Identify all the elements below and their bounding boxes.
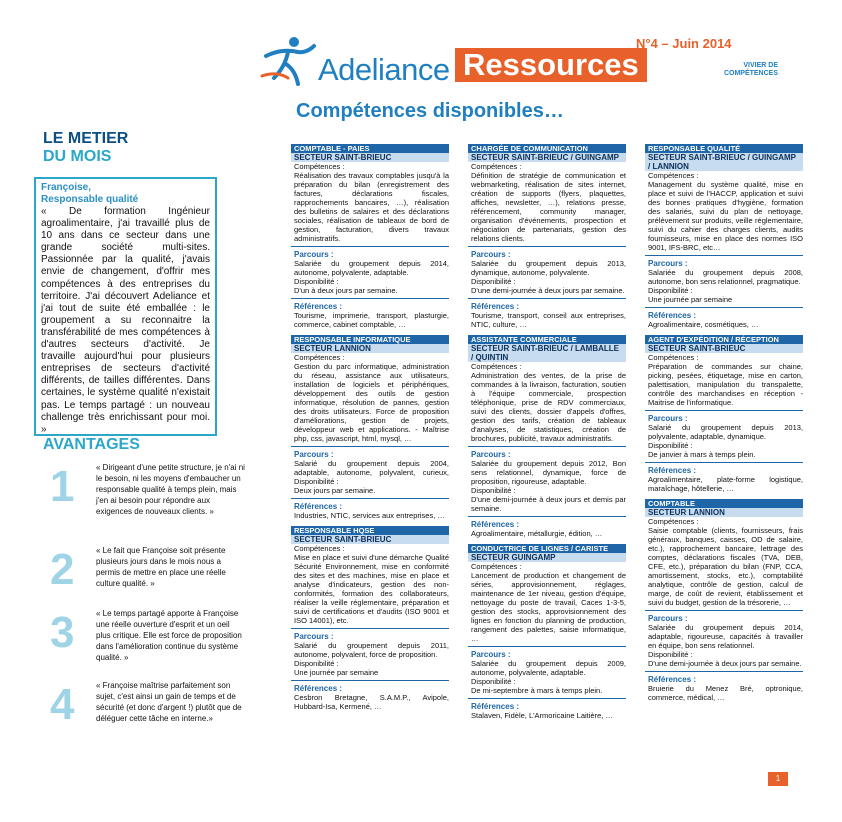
- divider: [291, 446, 449, 447]
- divider: [645, 610, 803, 611]
- page-header: [0, 0, 842, 100]
- job-offer: [468, 544, 626, 720]
- offer-parcours: Salarié du groupement depuis 2013, polyvalente, adaptable, dynamique.: [648, 423, 803, 441]
- offer-competences: Définition de stratégie de communication et webmarketing, réalisation de sites internet, création de supports (flyers, plaquettes, affiches, newsletter, …), relations presse, référencement, community manager, organisation d'événements, prospection et négociation de partenariats, gestion des relations clients.: [471, 171, 626, 243]
- issue-label: N°4 – Juin 2014: [636, 36, 732, 51]
- avantage-number: 4: [50, 680, 75, 729]
- offer-title: CONDUCTRICE DE LIGNES / CARISTE: [468, 544, 626, 553]
- parcours-label: Parcours :: [648, 259, 688, 268]
- competences-label: Compétences :: [471, 162, 522, 171]
- offer-competences: Lancement de production et changement de séries, approvisionnement, réglages, maintenance de 1er niveau, gestion d'équipe, nettoyage du poste de travail, Caces 1-3-5, gestion des stocks, approvisionnement des lignes en fonction du planning de production, rangement des palettes, saisie informatique, …: [471, 571, 626, 643]
- offer-competences: Management du système qualité, mise en place et suivi de l'HACCP, application et suivi des bonnes pratiques d'hygiène, formation des salariés, suivi du plan de nettoyage, prélèvement sur produits, veille réglementaire, suivi du cahier des charges clients, audits fournisseurs, mise en place des normes ISO 9001, IFS-BRC, etc…: [648, 180, 803, 252]
- offer-references: Bruierie du Menez Bré, optronique, commerce, médical, …: [648, 684, 803, 702]
- disponibilite-label: Disponibilité :: [648, 286, 693, 295]
- offer-disponibilite: D'un à deux jours par semaine.: [294, 286, 398, 295]
- divider: [468, 698, 626, 699]
- parcours-label: Parcours :: [294, 450, 334, 459]
- offer-disponibilite: D'une demi-journée à deux jours par semaine.: [471, 286, 625, 295]
- parcours-label: Parcours :: [471, 650, 511, 659]
- metier-title-line1: LE METIER: [43, 130, 129, 147]
- divider: [468, 516, 626, 517]
- references-label: Références :: [648, 466, 697, 475]
- divider: [468, 298, 626, 299]
- brand-name: Adeliance: [318, 52, 450, 87]
- divider: [291, 246, 449, 247]
- disponibilite-label: Disponibilité :: [471, 277, 516, 286]
- competences-label: Compétences :: [648, 171, 699, 180]
- offer-disponibilite: Deux jours par semaine.: [294, 486, 376, 495]
- divider: [468, 446, 626, 447]
- job-offer: [468, 144, 626, 329]
- testimonial-name: Françoise,: [41, 182, 92, 193]
- avantage-number: 3: [50, 608, 75, 657]
- offer-location: SECTEUR GUINGAMP: [468, 553, 626, 562]
- references-label: Références :: [648, 311, 697, 320]
- offer-references: Agroalimentaire, plate-forme logistique, maraîchage, hôtellerie, …: [648, 475, 803, 493]
- job-offer: [291, 526, 449, 711]
- parcours-label: Parcours :: [294, 250, 334, 259]
- offer-parcours: Salariée du groupement depuis 2013, dynamique, autonome, polyvalente.: [471, 259, 626, 277]
- offer-parcours: Salariée du groupement depuis 2014, adaptable, rigoureuse, capacités à travailler en équipe, bon sens relationnel.: [648, 623, 803, 650]
- divider: [645, 307, 803, 308]
- offer-references: Agroalimentaire, métallurgie, édition, …: [471, 529, 603, 538]
- parcours-label: Parcours :: [471, 450, 511, 459]
- offer-location: SECTEUR SAINT-BRIEUC: [291, 153, 449, 162]
- job-offer: [468, 335, 626, 538]
- offer-title: ASSISTANTE COMMERCIALE: [468, 335, 626, 344]
- divider: [645, 410, 803, 411]
- divider: [645, 255, 803, 256]
- offers-column-3: [645, 144, 803, 708]
- offer-parcours: Salariée du groupement depuis 2014, autonome, polyvalente, adaptable.: [294, 259, 449, 277]
- offer-title: RESPONSABLE INFORMATIQUE: [291, 335, 449, 344]
- avantage-text: « Dirigeant d'une petite structure, je n'ai ni le besoin, ni les moyens d'embaucher un responsable qualité à temps plein, mais j'en ai besoin pour répondre aux exigences de nouveaux clients. »: [96, 463, 245, 516]
- offer-references: Tourisme, imprimerie, transport, plasturgie, commerce, cabinet comptable, …: [294, 311, 449, 329]
- offer-title: RESPONSABLE QUALITÉ: [645, 144, 803, 153]
- divider: [645, 671, 803, 672]
- disponibilite-label: Disponibilité :: [471, 486, 516, 495]
- offer-disponibilite: D'une demi-journée à deux jours par semaine.: [648, 659, 802, 668]
- testimonial-role: Responsable qualité: [41, 194, 139, 205]
- offer-title: RESPONSABLE HQSE: [291, 526, 449, 535]
- disponibilite-label: Disponibilité :: [294, 277, 339, 286]
- competences-label: Compétences :: [294, 544, 345, 553]
- avantages-title: AVANTAGES: [43, 436, 140, 453]
- references-label: Références :: [294, 302, 343, 311]
- offer-title: COMPTABLE: [645, 499, 803, 508]
- offer-disponibilite: De janvier à mars à temps plein.: [648, 450, 756, 459]
- offer-location: SECTEUR SAINT-BRIEUC / LAMBALLE / QUINTIN: [468, 344, 626, 362]
- parcours-label: Parcours :: [294, 632, 334, 641]
- avantage-text: « Le temps partagé apporte à Françoise une réelle ouverture d'esprit et un oeil plus critique. Elle est force de proposition dans l'amélioration continue du système qualité. »: [96, 609, 242, 662]
- avantage-number: 2: [50, 545, 75, 594]
- offer-references: Agroalimentaire, cosmétiques, …: [648, 320, 759, 329]
- runner-logo-icon: [258, 34, 318, 90]
- references-label: Références :: [294, 684, 343, 693]
- offer-disponibilite: D'une demi-journée à deux jours et demis par semaine.: [471, 495, 626, 513]
- offer-references: Stalaven, Fidèle, L'Armoricaine Laitière, …: [471, 711, 613, 720]
- references-label: Références :: [471, 302, 520, 311]
- references-label: Références :: [471, 702, 520, 711]
- offer-title: CHARGÉE DE COMMUNICATION: [468, 144, 626, 153]
- brand-suffix: Ressources: [455, 48, 647, 82]
- job-offer: [645, 335, 803, 493]
- testimonial-quote: « De formation Ingénieur agroalimentaire, j'ai travaillé plus de 10 ans dans ce secteur dans une grande société multi-sites. Passionnée par la qualité, j'avais envie de changement, d'offrir mes compétences à des entreprises du territoire. J'ai découvert Adeliance et j'ai tout de suite été emballée : le groupement a su reconnaitre la transférabilité de mes compétences à d'autres secteurs d'activité. Je travaille aujourd'hui pour plusieurs entreprises de secteurs d'activité différents, de tailles différentes. Dans certaines, le système qualité n'existait pas. Le temps partagé : un nouveau challenge très enrichissant pour moi. »: [41, 206, 210, 435]
- offer-parcours: Salarié du groupement depuis 2011, autonome, polyvalent, force de proposition.: [294, 641, 449, 659]
- offer-disponibilite: Une journée par semaine: [294, 668, 379, 677]
- references-label: Références :: [471, 520, 520, 529]
- references-label: Références :: [648, 675, 697, 684]
- offer-location: SECTEUR LANNION: [645, 508, 803, 517]
- offer-location: SECTEUR SAINT-BRIEUC: [291, 535, 449, 544]
- offer-competences: Gestion du parc informatique, administration du réseau, assistance aux utilisateurs, installation de logiciels et périphériques, développement des outils de gestion informatique, résolution de pannes, gestion des droits utilisateurs. Force de proposition d'améliorations, gestion de projets, développeur web et applications. - Maîtrise php, css, javascript, html, mysql, …: [294, 362, 449, 443]
- offer-location: SECTEUR SAINT-BRIEUC / GUINGAMP: [468, 153, 626, 162]
- offer-parcours: Salarié du groupement depuis 2004, adaptable, autonome, polyvalent, curieux, Disponibilité :: [294, 459, 449, 486]
- divider: [291, 298, 449, 299]
- divider: [291, 628, 449, 629]
- offer-competences: Saisie comptable (clients, fournisseurs, frais généraux, banques, caisses, OD de salaire, etc.), rapprochement bancaire, lettrage des comptes, déclarations fiscales (TVA, DEB, CFE, etc.), préparation du bilan (FNP, CCA, amortissement, stocks, etc.), comptabilité analytique, contrôle de gestion, calcul de marge, de coût de revient, établissement et suivi du budget, gestion de la trésorerie, …: [648, 526, 803, 607]
- divider: [645, 462, 803, 463]
- competences-label: Compétences :: [471, 562, 522, 571]
- offer-competences: Réalisation des travaux comptables jusqu'à la préparation du bilan (enregistrement des factures, déclarations fiscales, rapprochements bancaires, …), réalisation des bulletins de salaires et des déclarations sociales, réalisation de tableaux de bord de gestion, facturation, divers travaux administratifs.: [294, 171, 449, 243]
- parcours-label: Parcours :: [648, 414, 688, 423]
- offer-parcours: Salariée du groupement depuis 2012, Bon sens relationnel, dynamique, force de proposition, rigoureuse, adaptable.: [471, 459, 626, 486]
- competences-label: Compétences :: [294, 162, 345, 171]
- offer-references: Industries, NTIC, services aux entreprises, …: [294, 511, 445, 520]
- offer-competences: Mise en place et suivi d'une démarche Qualité Sécurité Environnement, mise en conformité des sites et des machines, mise en place et analyse d'indicateurs, gestion des non-conformités, formation des collaborateurs, réaliser la veille réglementaire, préparation et suivi de certifications et d'audits (ISO 9001 et ISO 14001), etc.: [294, 553, 449, 625]
- job-offer: [645, 144, 803, 329]
- offer-competences: Administration des ventes, de la prise de commandes à la livraison, facturation, soutien à l'équipe commerciale, prospection téléphonique, prise de RDV commerciaux, suivi des clients, dossier d'appels d'offres, gestion des tarifs, création de tableaux d'analyses, de statistiques, création de brochures, publicité, travaux administratifs.: [471, 371, 626, 443]
- divider: [468, 246, 626, 247]
- disponibilite-label: Disponibilité :: [294, 659, 339, 668]
- offer-parcours: Salariée du groupement depuis 2009, autonome, polyvalente, adaptable.: [471, 659, 626, 677]
- offer-title: AGENT D'EXPÉDITION / RÉCEPTION: [645, 335, 803, 344]
- offer-location: SECTEUR LANNION: [291, 344, 449, 353]
- competences-label: Compétences :: [648, 353, 699, 362]
- divider: [291, 680, 449, 681]
- offer-competences: Préparation de commandes sur chaine, picking, pesées, étiquetage, mise en carton, palettisation, manipulation du transpalette, contrôle des marchandises en réception - Maitrise de l'informatique.: [648, 362, 803, 407]
- offer-location: SECTEUR SAINT-BRIEUC / GUINGAMP / LANNION: [645, 153, 803, 171]
- offer-location: SECTEUR SAINT-BRIEUC: [645, 344, 803, 353]
- offers-column-2: [468, 144, 626, 726]
- disponibilite-label: Disponibilité :: [471, 677, 516, 686]
- disponibilite-label: Disponibilité :: [648, 650, 693, 659]
- job-offer: [645, 499, 803, 702]
- competences-label: Compétences :: [648, 517, 699, 526]
- avantage-text: « Françoise maîtrise parfaitement son sujet, c'est ainsi un gain de temps et de sécurité (et donc d'argent !) plutôt que de déléguer cette tâche en interne.»: [96, 681, 242, 723]
- offer-references: Cesbron Bretagne, S.A.M.P., Avipole, Hubbard-Isa, Kermené, …: [294, 693, 449, 711]
- offer-disponibilite: De mi-septembre à mars à temps plein.: [471, 686, 603, 695]
- metier-testimonial-box: [34, 177, 217, 436]
- competences-label: Compétences :: [471, 362, 522, 371]
- page-number: 1: [768, 772, 788, 786]
- competences-label: Compétences :: [294, 353, 345, 362]
- disponibilite-label: Disponibilité :: [648, 441, 693, 450]
- job-offer: [291, 144, 449, 329]
- tagline: VIVIER DE COMPÉTENCES: [723, 62, 778, 77]
- divider: [468, 646, 626, 647]
- avantage-text: « Le fait que Françoise soit présente plusieurs jours dans le mois nous a permis de mettre en place une réelle culture qualité. »: [96, 546, 226, 588]
- parcours-label: Parcours :: [471, 250, 511, 259]
- offer-title: COMPTABLE - PAIES: [291, 144, 449, 153]
- offer-references: Tourisme, transport, conseil aux entreprises, NTIC, culture, …: [471, 311, 626, 329]
- job-offer: [291, 335, 449, 520]
- page-title: Compétences disponibles…: [296, 100, 564, 122]
- offers-column-1: [291, 144, 449, 717]
- avantage-number: 1: [50, 462, 75, 511]
- parcours-label: Parcours :: [648, 614, 688, 623]
- offer-parcours: Salariée du groupement depuis 2008, autonome, bon sens relationnel, pragmatique.: [648, 268, 803, 286]
- divider: [291, 498, 449, 499]
- offer-disponibilite: Une journée par semaine: [648, 295, 733, 304]
- references-label: Références :: [294, 502, 343, 511]
- metier-title-line2: DU MOIS: [43, 148, 112, 165]
